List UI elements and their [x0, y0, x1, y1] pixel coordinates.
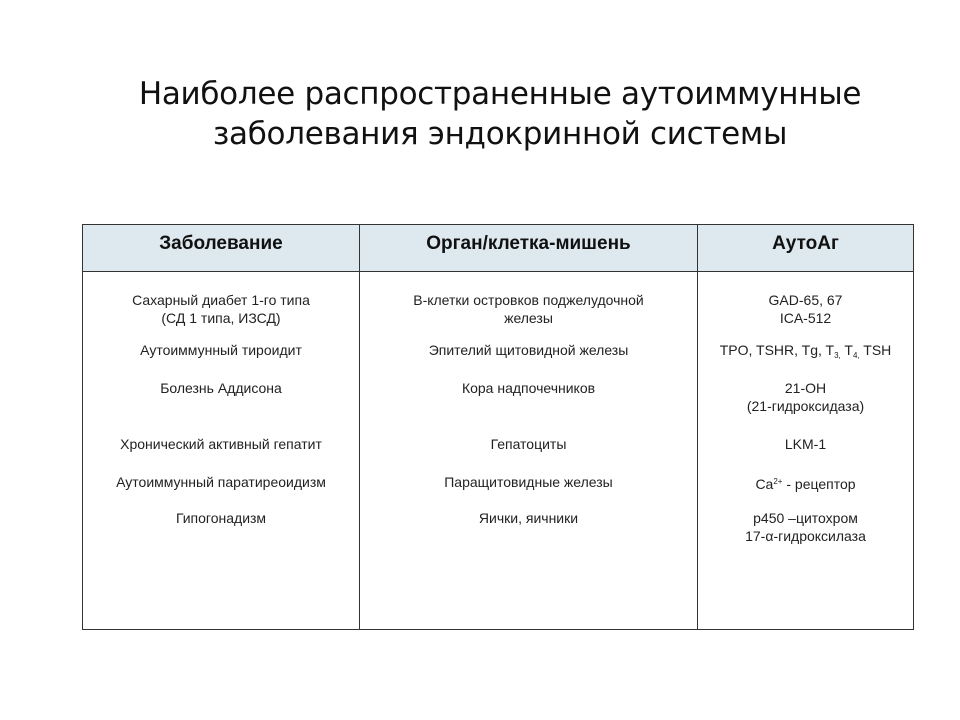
target-text: Паращитовидные железы: [444, 474, 613, 490]
title-line-1: Наиболее распространенные аутоиммунные: [138, 76, 862, 112]
antigen-text: Ca: [755, 476, 774, 492]
antigen-subscript: 3,: [834, 351, 841, 360]
antigen-superscript: 2+: [773, 477, 783, 486]
autoimmune-table: [82, 224, 914, 630]
disease-item: [83, 473, 359, 491]
target-item: [360, 509, 697, 527]
disease-text: (СД 1 типа, ИЗСД): [161, 310, 281, 326]
target-text: Гепатоциты: [490, 436, 567, 452]
antigen-text: (21-гидроксидаза): [746, 398, 865, 414]
antigen-item: [698, 435, 913, 453]
antigen-text: 17-α-гидроксилаза: [745, 528, 866, 544]
target-column: [360, 272, 698, 629]
disease-text: Аутоиммунный тироидит: [140, 342, 302, 358]
antigen-text: T: [840, 342, 853, 358]
disease-item: [83, 341, 359, 359]
header-target: Орган/клетка-мишень: [360, 225, 698, 272]
target-item: [360, 341, 697, 359]
antigen-text: LKM-1: [784, 436, 827, 452]
disease-item: [83, 509, 359, 527]
disease-text: Хронический активный гепатит: [120, 436, 322, 452]
antigen-text: ICA-512: [779, 310, 832, 326]
antigen-text: GAD-65, 67: [768, 292, 843, 308]
antigen-text: 21-OH: [784, 380, 827, 396]
antigen-text: TPO, TSHR, Tg, T: [719, 342, 835, 358]
target-text: B-клетки островков поджелудочной: [413, 292, 644, 308]
disease-item: [83, 379, 359, 397]
antigen-item: [698, 341, 913, 359]
antigen-item: [698, 509, 913, 547]
autoantigen-column: [698, 272, 913, 629]
disease-text: Гипогонадизм: [175, 510, 267, 526]
target-item: [360, 379, 697, 397]
disease-item: [83, 435, 359, 453]
header-autoantigen: АутоАг: [698, 225, 913, 272]
disease-text: Сахарный диабет 1-го типа: [132, 292, 310, 308]
disease-text: Аутоиммунный паратиреоидизм: [116, 474, 326, 490]
antigen-item: [698, 291, 913, 329]
target-text: Яички, яичники: [478, 510, 579, 526]
target-text: Кора надпочечников: [461, 380, 596, 396]
target-text: железы: [504, 310, 553, 326]
antigen-item: [698, 379, 913, 417]
target-item: [360, 473, 697, 491]
target-item: [360, 435, 697, 453]
title-line-2: заболевания эндокринной системы: [212, 116, 788, 152]
antigen-subscript: 4,: [852, 351, 860, 360]
target-item: [360, 291, 697, 329]
disease-item: [83, 291, 359, 329]
antigen-text: TSH: [859, 342, 892, 358]
antigen-item: [698, 473, 913, 491]
disease-column: [83, 272, 360, 629]
disease-text: Болезнь Аддисона: [160, 380, 282, 396]
antigen-text: - рецептор: [782, 476, 856, 492]
target-text: Эпителий щитовидной железы: [428, 342, 629, 358]
page-title: [0, 74, 960, 154]
antigen-text: p450 –цитохром: [753, 510, 858, 526]
header-disease: Заболевание: [83, 225, 360, 272]
